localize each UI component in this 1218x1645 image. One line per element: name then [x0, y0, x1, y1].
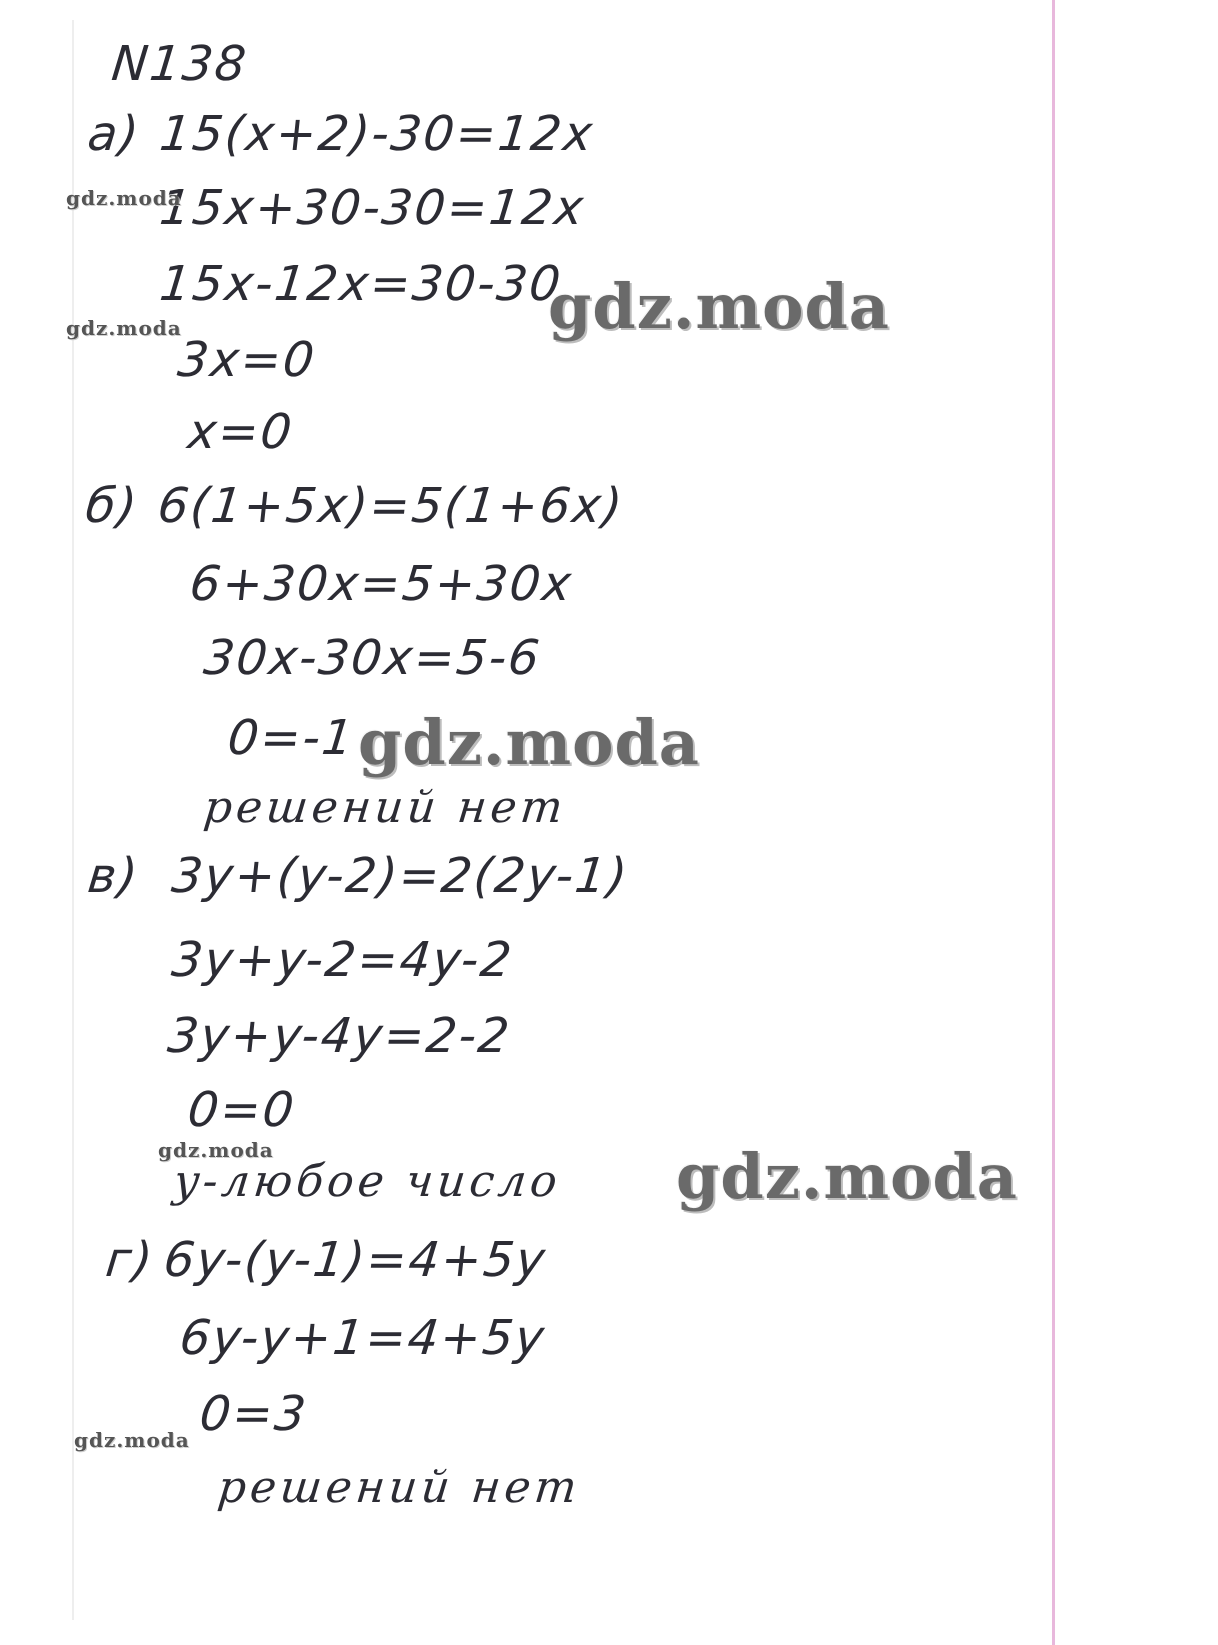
part-g-line-2: 6y-y+1=4+5y: [177, 1310, 549, 1366]
part-a-label: а): [85, 106, 144, 162]
part-v-line-4: 0=0: [185, 1082, 299, 1138]
part-a-line-4: 3x=0: [175, 332, 319, 388]
part-b-line-2: 6+30x=5+30x: [187, 556, 576, 612]
left-rule-line: [72, 20, 74, 1620]
part-v-conclusion: y-любое число: [171, 1156, 564, 1207]
part-v-line-3: 3y+y-4y=2-2: [165, 1008, 514, 1064]
watermark-logo: gdz.moda: [66, 186, 182, 210]
watermark-logo: gdz.moda: [676, 1140, 1018, 1213]
margin-line: [1052, 0, 1055, 1645]
part-b-conclusion: решений нет: [201, 782, 570, 833]
watermark-logo: gdz.moda: [158, 1138, 274, 1162]
problem-number: N138: [109, 36, 251, 92]
part-a-line-2: 15x+30-30=12x: [157, 180, 588, 236]
watermark-logo: gdz.moda: [66, 316, 182, 340]
part-a-line-3: 15x-12x=30-30: [157, 256, 565, 312]
part-g-conclusion: решений нет: [215, 1462, 584, 1513]
watermark-logo: gdz.moda: [358, 706, 700, 779]
part-g-line-1: 6y-(y-1)=4+5y: [161, 1232, 550, 1288]
part-b-line-3: 30x-30x=5-6: [201, 630, 544, 686]
part-b-line-1: 6(1+5x)=5(1+6x): [155, 478, 627, 534]
watermark-logo: gdz.moda: [548, 270, 890, 343]
part-g-label: г): [103, 1232, 157, 1288]
part-b-label: б): [83, 478, 142, 534]
part-v-line-1: 3y+(y-2)=2(2y-1): [169, 848, 632, 904]
watermark-logo: gdz.moda: [74, 1428, 190, 1452]
part-a-line-5: x=0: [185, 404, 297, 460]
part-v-line-2: 3y+y-2=4y-2: [169, 932, 516, 988]
part-a-line-1: 15(x+2)-30=12x: [157, 106, 597, 162]
part-v-label: в): [85, 848, 142, 904]
part-g-line-3: 0=3: [197, 1386, 311, 1442]
part-b-line-4: 0=-1: [225, 710, 358, 766]
